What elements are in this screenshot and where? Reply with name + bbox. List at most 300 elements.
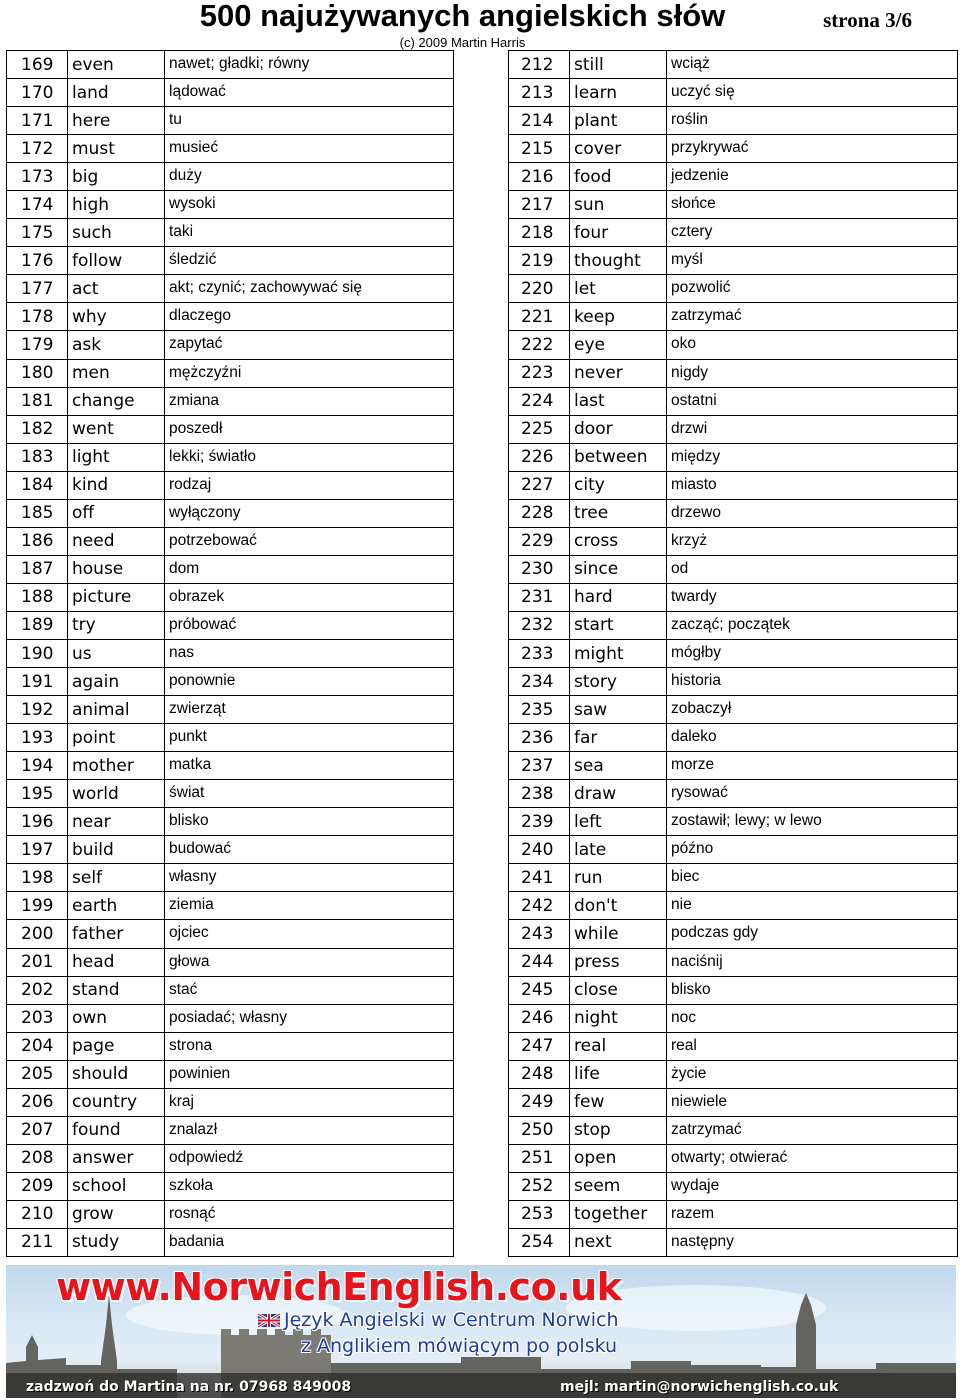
english-word: even <box>68 51 165 79</box>
polish-translation: zatrzymać <box>667 1116 958 1144</box>
english-word: thought <box>570 247 667 275</box>
polish-translation: rodzaj <box>165 471 454 499</box>
union-jack-flag-icon <box>258 1314 280 1327</box>
word-row <box>509 976 958 1004</box>
english-word: life <box>570 1060 667 1088</box>
english-word: need <box>68 527 165 555</box>
word-number: 191 <box>7 668 68 696</box>
word-row <box>7 415 454 443</box>
word-row <box>7 752 454 780</box>
word-row <box>509 219 958 247</box>
word-number: 177 <box>7 275 68 303</box>
english-word: cover <box>570 135 667 163</box>
english-word: last <box>570 387 667 415</box>
banner-tagline-2: z Anglikiem mówiącym po polsku <box>301 1335 618 1357</box>
english-word: next <box>570 1228 667 1256</box>
polish-translation: lądować <box>165 79 454 107</box>
word-row <box>7 836 454 864</box>
polish-translation: wydaje <box>667 1172 958 1200</box>
word-row <box>7 51 454 79</box>
english-word: point <box>68 724 165 752</box>
word-number: 219 <box>509 247 570 275</box>
word-row <box>509 1004 958 1032</box>
english-word: sun <box>570 191 667 219</box>
polish-translation: odpowiedź <box>165 1144 454 1172</box>
polish-translation: zapytać <box>165 331 454 359</box>
word-row <box>7 696 454 724</box>
polish-translation: drzwi <box>667 415 958 443</box>
english-word: press <box>570 948 667 976</box>
word-row <box>509 1228 958 1256</box>
website-link[interactable]: www.NorwichEnglish.co.uk <box>56 1265 622 1309</box>
word-number: 203 <box>7 1004 68 1032</box>
word-number: 193 <box>7 724 68 752</box>
polish-translation: razem <box>667 1200 958 1228</box>
word-number: 182 <box>7 415 68 443</box>
word-number: 251 <box>509 1144 570 1172</box>
polish-translation: twardy <box>667 583 958 611</box>
word-row <box>509 1200 958 1228</box>
word-row <box>509 780 958 808</box>
polish-translation: drzewo <box>667 499 958 527</box>
word-number: 220 <box>509 275 570 303</box>
word-row <box>7 555 454 583</box>
word-row <box>509 471 958 499</box>
word-number: 194 <box>7 752 68 780</box>
polish-translation: jedzenie <box>667 163 958 191</box>
english-word: own <box>68 1004 165 1032</box>
polish-translation: miasto <box>667 471 958 499</box>
word-number: 174 <box>7 191 68 219</box>
english-word: might <box>570 639 667 667</box>
word-row <box>7 611 454 639</box>
english-word: left <box>570 808 667 836</box>
word-row <box>7 808 454 836</box>
english-word: build <box>68 836 165 864</box>
polish-translation: nawet; gładki; równy <box>165 51 454 79</box>
word-number: 232 <box>509 611 570 639</box>
word-row <box>509 1144 958 1172</box>
english-word: door <box>570 415 667 443</box>
word-number: 178 <box>7 303 68 331</box>
polish-translation: cztery <box>667 219 958 247</box>
english-word: open <box>570 1144 667 1172</box>
word-row <box>7 948 454 976</box>
word-row <box>509 443 958 471</box>
polish-translation: zobaczył <box>667 696 958 724</box>
word-number: 230 <box>509 555 570 583</box>
word-number: 216 <box>509 163 570 191</box>
word-row <box>7 583 454 611</box>
polish-translation: kraj <box>165 1088 454 1116</box>
polish-translation: powinien <box>165 1060 454 1088</box>
polish-translation: ziemia <box>165 892 454 920</box>
polish-translation: blisko <box>165 808 454 836</box>
english-word: country <box>68 1088 165 1116</box>
word-number: 171 <box>7 107 68 135</box>
word-row <box>509 1088 958 1116</box>
banner-phone: zadzwoń do Martina na nr. 07968 849008 <box>26 1379 352 1395</box>
polish-translation: punkt <box>165 724 454 752</box>
polish-translation: późno <box>667 836 958 864</box>
word-row <box>509 107 958 135</box>
word-row <box>7 1172 454 1200</box>
english-word: plant <box>570 107 667 135</box>
word-row <box>509 415 958 443</box>
polish-translation: budować <box>165 836 454 864</box>
english-word: four <box>570 219 667 247</box>
english-word: big <box>68 163 165 191</box>
polish-translation: myśl <box>667 247 958 275</box>
word-number: 243 <box>509 920 570 948</box>
word-number: 247 <box>509 1032 570 1060</box>
word-table-right <box>508 50 958 1257</box>
word-row <box>509 527 958 555</box>
polish-translation: dlaczego <box>165 303 454 331</box>
english-word: house <box>68 555 165 583</box>
english-word: try <box>68 611 165 639</box>
english-word: ask <box>68 331 165 359</box>
word-row <box>509 359 958 387</box>
copyright-note: (c) 2009 Martin Harris <box>399 35 526 50</box>
word-row <box>509 583 958 611</box>
word-row <box>509 752 958 780</box>
word-number: 183 <box>7 443 68 471</box>
word-number: 223 <box>509 359 570 387</box>
word-number: 235 <box>509 696 570 724</box>
english-word: page <box>68 1032 165 1060</box>
word-number: 205 <box>7 1060 68 1088</box>
polish-translation: mężczyźni <box>165 359 454 387</box>
english-word: learn <box>570 79 667 107</box>
word-row <box>7 275 454 303</box>
english-word: found <box>68 1116 165 1144</box>
polish-translation: zatrzymać <box>667 303 958 331</box>
english-word: land <box>68 79 165 107</box>
polish-translation: matka <box>165 752 454 780</box>
polish-translation: własny <box>165 864 454 892</box>
polish-translation: nas <box>165 639 454 667</box>
english-word: animal <box>68 696 165 724</box>
polish-translation: świat <box>165 780 454 808</box>
polish-translation: mógłby <box>667 639 958 667</box>
english-word: together <box>570 1200 667 1228</box>
polish-translation: śledzić <box>165 247 454 275</box>
english-word: us <box>68 639 165 667</box>
word-row <box>7 920 454 948</box>
word-number: 237 <box>509 752 570 780</box>
word-number: 209 <box>7 1172 68 1200</box>
word-number: 252 <box>509 1172 570 1200</box>
word-number: 172 <box>7 135 68 163</box>
word-number: 239 <box>509 808 570 836</box>
english-word: near <box>68 808 165 836</box>
english-word: let <box>570 275 667 303</box>
word-row <box>7 79 454 107</box>
english-word: father <box>68 920 165 948</box>
word-number: 254 <box>509 1228 570 1256</box>
english-word: between <box>570 443 667 471</box>
english-word: must <box>68 135 165 163</box>
advert-banner[interactable] <box>6 1265 956 1398</box>
polish-translation: taki <box>165 219 454 247</box>
english-word: saw <box>570 696 667 724</box>
english-word: hard <box>570 583 667 611</box>
polish-translation: blisko <box>667 976 958 1004</box>
english-word: stop <box>570 1116 667 1144</box>
word-row <box>7 724 454 752</box>
word-row <box>509 1060 958 1088</box>
word-number: 211 <box>7 1228 68 1256</box>
polish-translation: ojciec <box>165 920 454 948</box>
polish-translation: zacząć; początek <box>667 611 958 639</box>
english-word: food <box>570 163 667 191</box>
word-number: 190 <box>7 639 68 667</box>
polish-translation: następny <box>667 1228 958 1256</box>
word-number: 222 <box>509 331 570 359</box>
english-word: should <box>68 1060 165 1088</box>
word-number: 227 <box>509 471 570 499</box>
word-number: 176 <box>7 247 68 275</box>
english-word: such <box>68 219 165 247</box>
word-row <box>509 555 958 583</box>
word-row <box>7 163 454 191</box>
polish-translation: oko <box>667 331 958 359</box>
word-row <box>509 864 958 892</box>
polish-translation: próbować <box>165 611 454 639</box>
english-word: stand <box>68 976 165 1004</box>
word-number: 200 <box>7 920 68 948</box>
word-number: 180 <box>7 359 68 387</box>
polish-translation: przykrywać <box>667 135 958 163</box>
word-row <box>7 359 454 387</box>
english-word: keep <box>570 303 667 331</box>
word-row <box>509 387 958 415</box>
word-row <box>509 639 958 667</box>
polish-translation: noc <box>667 1004 958 1032</box>
word-row <box>7 499 454 527</box>
polish-translation: rosnąć <box>165 1200 454 1228</box>
word-row <box>7 1228 454 1256</box>
english-word: grow <box>68 1200 165 1228</box>
english-word: off <box>68 499 165 527</box>
polish-translation: wciąż <box>667 51 958 79</box>
word-row <box>509 135 958 163</box>
word-number: 192 <box>7 696 68 724</box>
word-row <box>509 331 958 359</box>
english-word: act <box>68 275 165 303</box>
polish-translation: zostawił; lewy; w lewo <box>667 808 958 836</box>
word-number: 248 <box>509 1060 570 1088</box>
english-word: again <box>68 668 165 696</box>
word-row <box>509 668 958 696</box>
word-row <box>509 724 958 752</box>
word-number: 173 <box>7 163 68 191</box>
english-word: world <box>68 780 165 808</box>
page-title: 500 najużywanych angielskich słów <box>199 0 726 33</box>
polish-translation: nie <box>667 892 958 920</box>
word-number: 195 <box>7 780 68 808</box>
word-number: 197 <box>7 836 68 864</box>
polish-translation: biec <box>667 864 958 892</box>
word-row <box>7 247 454 275</box>
word-row <box>7 527 454 555</box>
english-word: self <box>68 864 165 892</box>
word-row <box>509 79 958 107</box>
english-word: head <box>68 948 165 976</box>
english-word: draw <box>570 780 667 808</box>
polish-translation: stać <box>165 976 454 1004</box>
polish-translation: akt; czynić; zachowywać się <box>165 275 454 303</box>
polish-translation: dom <box>165 555 454 583</box>
word-number: 234 <box>509 668 570 696</box>
english-word: light <box>68 443 165 471</box>
word-row <box>7 107 454 135</box>
word-number: 196 <box>7 808 68 836</box>
banner-tagline-1: Język Angielski w Centrum Norwich <box>284 1309 619 1331</box>
polish-translation: od <box>667 555 958 583</box>
polish-translation: szkoła <box>165 1172 454 1200</box>
word-number: 238 <box>509 780 570 808</box>
word-row <box>509 1032 958 1060</box>
word-row <box>509 499 958 527</box>
word-table-left <box>6 50 454 1257</box>
word-number: 185 <box>7 499 68 527</box>
word-number: 221 <box>509 303 570 331</box>
word-number: 181 <box>7 387 68 415</box>
word-number: 240 <box>509 836 570 864</box>
polish-translation: badania <box>165 1228 454 1256</box>
english-word: since <box>570 555 667 583</box>
polish-translation: roślin <box>667 107 958 135</box>
english-word: close <box>570 976 667 1004</box>
word-row <box>7 668 454 696</box>
word-number: 199 <box>7 892 68 920</box>
polish-translation: znalazł <box>165 1116 454 1144</box>
banner-email[interactable]: mejl: martin@norwichenglish.co.uk <box>560 1379 839 1395</box>
english-word: change <box>68 387 165 415</box>
polish-translation: pozwolić <box>667 275 958 303</box>
polish-translation: duży <box>165 163 454 191</box>
polish-translation: historia <box>667 668 958 696</box>
polish-translation: głowa <box>165 948 454 976</box>
english-word: cross <box>570 527 667 555</box>
polish-translation: ostatni <box>667 387 958 415</box>
word-number: 201 <box>7 948 68 976</box>
word-number: 249 <box>509 1088 570 1116</box>
english-word: city <box>570 471 667 499</box>
polish-translation: lekki; światło <box>165 443 454 471</box>
word-number: 226 <box>509 443 570 471</box>
word-number: 187 <box>7 555 68 583</box>
polish-translation: niewiele <box>667 1088 958 1116</box>
word-row <box>7 639 454 667</box>
polish-translation: krzyż <box>667 527 958 555</box>
word-number: 253 <box>509 1200 570 1228</box>
word-number: 208 <box>7 1144 68 1172</box>
word-row <box>7 780 454 808</box>
polish-translation: nigdy <box>667 359 958 387</box>
polish-translation: poszedł <box>165 415 454 443</box>
english-word: why <box>68 303 165 331</box>
english-word: school <box>68 1172 165 1200</box>
word-row <box>509 1172 958 1200</box>
word-number: 242 <box>509 892 570 920</box>
word-number: 228 <box>509 499 570 527</box>
word-number: 198 <box>7 864 68 892</box>
polish-translation: zmiana <box>165 387 454 415</box>
word-row <box>509 51 958 79</box>
word-number: 217 <box>509 191 570 219</box>
word-row <box>509 836 958 864</box>
english-word: seem <box>570 1172 667 1200</box>
polish-translation: musieć <box>165 135 454 163</box>
word-row <box>7 1060 454 1088</box>
word-number: 229 <box>509 527 570 555</box>
polish-translation: morze <box>667 752 958 780</box>
word-number: 188 <box>7 583 68 611</box>
word-row <box>7 135 454 163</box>
word-number: 169 <box>7 51 68 79</box>
word-row <box>7 219 454 247</box>
word-row <box>7 471 454 499</box>
word-row <box>7 331 454 359</box>
polish-translation: życie <box>667 1060 958 1088</box>
word-number: 213 <box>509 79 570 107</box>
english-word: story <box>570 668 667 696</box>
english-word: run <box>570 864 667 892</box>
word-row <box>509 1116 958 1144</box>
polish-translation: wyłączony <box>165 499 454 527</box>
word-row <box>509 275 958 303</box>
polish-translation: naciśnij <box>667 948 958 976</box>
word-number: 210 <box>7 1200 68 1228</box>
polish-translation: obrazek <box>165 583 454 611</box>
english-word: picture <box>68 583 165 611</box>
polish-translation: posiadać; własny <box>165 1004 454 1032</box>
polish-translation: tu <box>165 107 454 135</box>
page-number: strona 3/6 <box>823 8 912 32</box>
word-row <box>509 892 958 920</box>
word-number: 236 <box>509 724 570 752</box>
word-row <box>7 1088 454 1116</box>
english-word: far <box>570 724 667 752</box>
polish-translation: słońce <box>667 191 958 219</box>
english-word: late <box>570 836 667 864</box>
word-row <box>509 696 958 724</box>
word-row <box>509 611 958 639</box>
word-number: 189 <box>7 611 68 639</box>
word-row <box>7 864 454 892</box>
word-row <box>7 191 454 219</box>
word-number: 250 <box>509 1116 570 1144</box>
word-number: 246 <box>509 1004 570 1032</box>
word-row <box>7 976 454 1004</box>
word-number: 215 <box>509 135 570 163</box>
word-row <box>7 1004 454 1032</box>
english-word: mother <box>68 752 165 780</box>
english-word: tree <box>570 499 667 527</box>
word-row <box>509 191 958 219</box>
word-row <box>509 920 958 948</box>
word-number: 224 <box>509 387 570 415</box>
word-number: 214 <box>509 107 570 135</box>
word-row <box>7 1032 454 1060</box>
word-row <box>7 892 454 920</box>
polish-translation: potrzebować <box>165 527 454 555</box>
english-word: went <box>68 415 165 443</box>
word-number: 204 <box>7 1032 68 1060</box>
